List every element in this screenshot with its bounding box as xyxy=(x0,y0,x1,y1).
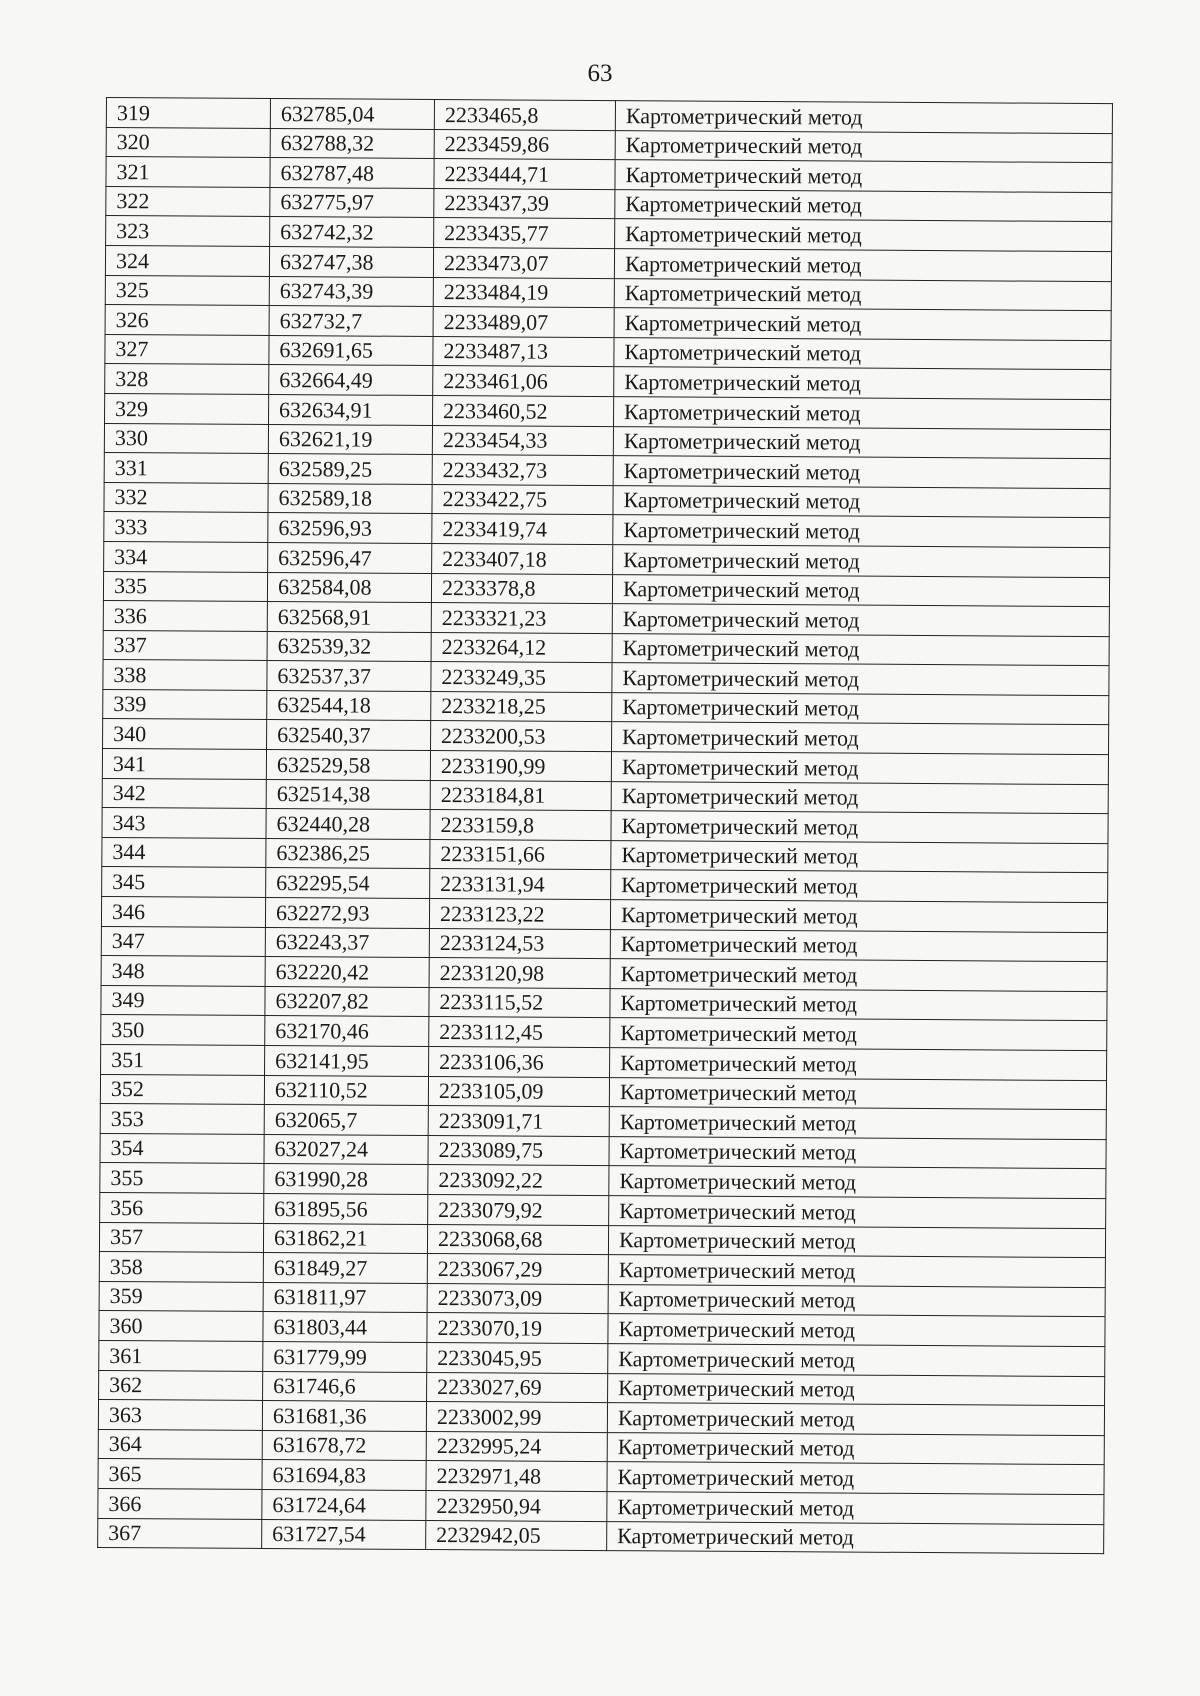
method-cell: Картометрический метод xyxy=(610,929,1107,962)
y-coordinate-cell: 2233027,69 xyxy=(427,1372,608,1403)
point-number-cell: 339 xyxy=(103,689,267,720)
y-coordinate-cell: 2233444,71 xyxy=(434,159,615,190)
x-coordinate-cell: 632220,42 xyxy=(265,957,429,988)
x-coordinate-cell: 632634,91 xyxy=(269,394,433,425)
y-coordinate-cell: 2233321,23 xyxy=(431,603,612,634)
x-coordinate-cell: 632514,38 xyxy=(266,779,430,810)
x-coordinate-cell: 632621,19 xyxy=(268,424,432,455)
point-number-cell: 332 xyxy=(104,482,268,513)
x-coordinate-cell: 632596,47 xyxy=(268,542,432,573)
method-cell: Картометрический метод xyxy=(608,1344,1105,1377)
x-coordinate-cell: 632584,08 xyxy=(267,572,431,603)
y-coordinate-cell: 2233124,53 xyxy=(429,928,610,959)
x-coordinate-cell: 632386,25 xyxy=(266,838,430,869)
y-coordinate-cell: 2233073,09 xyxy=(427,1283,608,1314)
method-cell: Картометрический метод xyxy=(613,397,1110,430)
x-coordinate-cell: 631746,6 xyxy=(263,1371,427,1402)
method-cell: Картометрический метод xyxy=(615,160,1112,193)
point-number-cell: 343 xyxy=(102,808,266,839)
method-cell: Картометрический метод xyxy=(612,692,1109,725)
x-coordinate-cell: 631779,99 xyxy=(263,1341,427,1372)
method-cell: Картометрический метод xyxy=(612,722,1109,755)
y-coordinate-cell: 2233459,86 xyxy=(434,129,615,160)
y-coordinate-cell: 2233435,77 xyxy=(434,218,615,249)
point-number-cell: 338 xyxy=(103,660,267,691)
point-number-cell: 335 xyxy=(103,571,267,602)
x-coordinate-cell: 632785,04 xyxy=(270,99,434,130)
y-coordinate-cell: 2233092,22 xyxy=(428,1165,609,1196)
x-coordinate-cell: 631727,54 xyxy=(262,1519,426,1550)
y-coordinate-cell: 2233070,19 xyxy=(427,1313,608,1344)
point-number-cell: 353 xyxy=(100,1104,264,1135)
coordinates-table xyxy=(97,97,1113,1554)
x-coordinate-cell: 632664,49 xyxy=(269,365,433,396)
x-coordinate-cell: 631849,27 xyxy=(263,1253,427,1284)
x-coordinate-cell: 631694,83 xyxy=(262,1460,426,1491)
y-coordinate-cell: 2233105,09 xyxy=(428,1076,609,1107)
y-coordinate-cell: 2233159,8 xyxy=(430,810,611,841)
y-coordinate-cell: 2233460,52 xyxy=(433,395,614,426)
y-coordinate-cell: 2233112,45 xyxy=(429,1017,610,1048)
method-cell: Картометрический метод xyxy=(611,870,1108,903)
table-row xyxy=(98,1518,1104,1554)
method-cell: Картометрический метод xyxy=(614,367,1111,400)
y-coordinate-cell: 2233249,35 xyxy=(431,662,612,693)
method-cell: Картометрический метод xyxy=(613,545,1110,578)
point-number-cell: 325 xyxy=(105,275,269,306)
point-number-cell: 342 xyxy=(102,778,266,809)
x-coordinate-cell: 632272,93 xyxy=(265,898,429,929)
point-number-cell: 333 xyxy=(104,512,268,543)
y-coordinate-cell: 2233218,25 xyxy=(431,691,612,722)
method-cell: Картометрический метод xyxy=(607,1403,1104,1436)
method-cell: Картометрический метод xyxy=(613,456,1110,489)
method-cell: Картометрический метод xyxy=(608,1373,1105,1406)
method-cell: Картометрический метод xyxy=(609,1196,1106,1229)
x-coordinate-cell: 632568,91 xyxy=(267,602,431,633)
x-coordinate-cell: 632207,82 xyxy=(265,986,429,1017)
x-coordinate-cell: 631681,36 xyxy=(262,1401,426,1432)
y-coordinate-cell: 2233437,39 xyxy=(434,188,615,219)
y-coordinate-cell: 2233264,12 xyxy=(431,632,612,663)
method-cell: Картометрический метод xyxy=(614,308,1111,341)
x-coordinate-cell: 631678,72 xyxy=(262,1430,426,1461)
point-number-cell: 350 xyxy=(101,1015,265,1046)
method-cell: Картометрический метод xyxy=(610,959,1107,992)
y-coordinate-cell: 2233465,8 xyxy=(434,100,615,131)
point-number-cell: 354 xyxy=(100,1133,264,1164)
x-coordinate-cell: 631724,64 xyxy=(262,1489,426,1520)
x-coordinate-cell: 632691,65 xyxy=(269,335,433,366)
x-coordinate-cell: 632742,32 xyxy=(270,217,434,248)
method-cell: Картометрический метод xyxy=(612,574,1109,607)
point-number-cell: 355 xyxy=(100,1163,264,1194)
x-coordinate-cell: 632537,37 xyxy=(267,661,431,692)
y-coordinate-cell: 2233091,71 xyxy=(428,1106,609,1137)
point-number-cell: 356 xyxy=(100,1192,264,1223)
method-cell: Картометрический метод xyxy=(607,1432,1104,1465)
method-cell: Картометрический метод xyxy=(613,485,1110,518)
y-coordinate-cell: 2233115,52 xyxy=(429,987,610,1018)
x-coordinate-cell: 631895,56 xyxy=(264,1193,428,1224)
page-number: 63 xyxy=(587,60,613,87)
y-coordinate-cell: 2233067,29 xyxy=(427,1254,608,1285)
x-coordinate-cell: 631990,28 xyxy=(264,1164,428,1195)
method-cell: Картометрический метод xyxy=(613,515,1110,548)
x-coordinate-cell: 632529,58 xyxy=(266,750,430,781)
point-number-cell: 364 xyxy=(98,1429,262,1460)
point-number-cell: 329 xyxy=(105,393,269,424)
point-number-cell: 347 xyxy=(101,926,265,957)
y-coordinate-cell: 2233454,33 xyxy=(432,425,613,456)
x-coordinate-cell: 631811,97 xyxy=(263,1282,427,1313)
x-coordinate-cell: 632732,7 xyxy=(269,306,433,337)
method-cell: Картометрический метод xyxy=(611,781,1108,814)
y-coordinate-cell: 2233419,74 xyxy=(432,514,613,545)
x-coordinate-cell: 632440,28 xyxy=(266,809,430,840)
method-cell: Картометрический метод xyxy=(608,1225,1105,1258)
point-number-cell: 336 xyxy=(103,601,267,632)
y-coordinate-cell: 2233120,98 xyxy=(429,958,610,989)
y-coordinate-cell: 2233131,94 xyxy=(430,869,611,900)
point-number-cell: 324 xyxy=(105,245,269,276)
point-number-cell: 344 xyxy=(102,837,266,868)
method-cell: Картометрический метод xyxy=(615,189,1112,222)
y-coordinate-cell: 2233487,13 xyxy=(433,336,614,367)
point-number-cell: 362 xyxy=(99,1370,263,1401)
y-coordinate-cell: 2232942,05 xyxy=(426,1520,607,1551)
y-coordinate-cell: 2233045,95 xyxy=(427,1342,608,1373)
x-coordinate-cell: 632589,18 xyxy=(268,483,432,514)
y-coordinate-cell: 2233473,07 xyxy=(433,247,614,278)
method-cell: Картометрический метод xyxy=(607,1462,1104,1495)
y-coordinate-cell: 2232950,94 xyxy=(426,1490,607,1521)
point-number-cell: 363 xyxy=(98,1400,262,1431)
point-number-cell: 320 xyxy=(106,127,270,158)
y-coordinate-cell: 2233079,92 xyxy=(428,1194,609,1225)
point-number-cell: 366 xyxy=(98,1488,262,1519)
point-number-cell: 361 xyxy=(99,1340,263,1371)
point-number-cell: 357 xyxy=(99,1222,263,1253)
x-coordinate-cell: 631862,21 xyxy=(263,1223,427,1254)
y-coordinate-cell: 2233461,06 xyxy=(433,366,614,397)
point-number-cell: 323 xyxy=(106,216,270,247)
method-cell: Картометрический метод xyxy=(610,900,1107,933)
method-cell: Картометрический метод xyxy=(615,101,1112,134)
point-number-cell: 359 xyxy=(99,1281,263,1312)
method-cell: Картометрический метод xyxy=(609,1136,1106,1169)
point-number-cell: 322 xyxy=(106,186,270,217)
method-cell: Картометрический метод xyxy=(614,337,1111,370)
point-number-cell: 358 xyxy=(99,1252,263,1283)
method-cell: Картометрический метод xyxy=(614,249,1111,282)
point-number-cell: 337 xyxy=(103,630,267,661)
method-cell: Картометрический метод xyxy=(611,811,1108,844)
point-number-cell: 346 xyxy=(101,897,265,928)
x-coordinate-cell: 632544,18 xyxy=(267,690,431,721)
y-coordinate-cell: 2233106,36 xyxy=(429,1046,610,1077)
method-cell: Картометрический метод xyxy=(607,1521,1104,1554)
x-coordinate-cell: 632295,54 xyxy=(266,868,430,899)
point-number-cell: 340 xyxy=(103,719,267,750)
y-coordinate-cell: 2233123,22 xyxy=(429,899,610,930)
point-number-cell: 352 xyxy=(100,1074,264,1105)
y-coordinate-cell: 2233089,75 xyxy=(428,1135,609,1166)
x-coordinate-cell: 631803,44 xyxy=(263,1312,427,1343)
method-cell: Картометрический метод xyxy=(613,426,1110,459)
method-cell: Картометрический метод xyxy=(615,219,1112,252)
x-coordinate-cell: 632775,97 xyxy=(270,187,434,218)
y-coordinate-cell: 2233068,68 xyxy=(427,1224,608,1255)
method-cell: Картометрический метод xyxy=(609,1166,1106,1199)
x-coordinate-cell: 632788,32 xyxy=(270,128,434,159)
y-coordinate-cell: 2233151,66 xyxy=(430,839,611,870)
method-cell: Картометрический метод xyxy=(608,1255,1105,1288)
point-number-cell: 331 xyxy=(104,453,268,484)
y-coordinate-cell: 2233190,99 xyxy=(430,751,611,782)
y-coordinate-cell: 2232971,48 xyxy=(426,1461,607,1492)
x-coordinate-cell: 632065,7 xyxy=(264,1105,428,1136)
y-coordinate-cell: 2233002,99 xyxy=(426,1402,607,1433)
point-number-cell: 351 xyxy=(101,1044,265,1075)
method-cell: Картометрический метод xyxy=(608,1314,1105,1347)
method-cell: Картометрический метод xyxy=(610,1018,1107,1051)
point-number-cell: 348 xyxy=(101,956,265,987)
point-number-cell: 349 xyxy=(101,985,265,1016)
method-cell: Картометрический метод xyxy=(608,1284,1105,1317)
point-number-cell: 328 xyxy=(105,364,269,395)
x-coordinate-cell: 632787,48 xyxy=(270,158,434,189)
point-number-cell: 334 xyxy=(104,541,268,572)
y-coordinate-cell: 2233489,07 xyxy=(433,307,614,338)
y-coordinate-cell: 2233200,53 xyxy=(431,721,612,752)
point-number-cell: 327 xyxy=(105,334,269,365)
x-coordinate-cell: 632027,24 xyxy=(264,1134,428,1165)
y-coordinate-cell: 2233432,73 xyxy=(432,455,613,486)
y-coordinate-cell: 2233422,75 xyxy=(432,484,613,515)
y-coordinate-cell: 2233184,81 xyxy=(430,780,611,811)
method-cell: Картометрический метод xyxy=(614,278,1111,311)
y-coordinate-cell: 2232995,24 xyxy=(426,1431,607,1462)
point-number-cell: 365 xyxy=(98,1459,262,1490)
method-cell: Картометрический метод xyxy=(612,633,1109,666)
x-coordinate-cell: 632170,46 xyxy=(265,1016,429,1047)
y-coordinate-cell: 2233484,19 xyxy=(433,277,614,308)
method-cell: Картометрический метод xyxy=(612,663,1109,696)
point-number-cell: 360 xyxy=(99,1311,263,1342)
point-number-cell: 319 xyxy=(106,98,270,129)
x-coordinate-cell: 632596,93 xyxy=(268,513,432,544)
point-number-cell: 341 xyxy=(102,749,266,780)
method-cell: Картометрический метод xyxy=(611,752,1108,785)
x-coordinate-cell: 632110,52 xyxy=(264,1075,428,1106)
point-number-cell: 345 xyxy=(102,867,266,898)
x-coordinate-cell: 632243,37 xyxy=(265,927,429,958)
y-coordinate-cell: 2233378,8 xyxy=(431,573,612,604)
point-number-cell: 326 xyxy=(105,305,269,336)
method-cell: Картометрический метод xyxy=(612,604,1109,637)
x-coordinate-cell: 632747,38 xyxy=(269,246,433,277)
y-coordinate-cell: 2233407,18 xyxy=(432,543,613,574)
method-cell: Картометрический метод xyxy=(610,1048,1107,1081)
method-cell: Картометрический метод xyxy=(607,1491,1104,1524)
x-coordinate-cell: 632540,37 xyxy=(267,720,431,751)
x-coordinate-cell: 632743,39 xyxy=(269,276,433,307)
method-cell: Картометрический метод xyxy=(609,1107,1106,1140)
method-cell: Картометрический метод xyxy=(611,840,1108,873)
x-coordinate-cell: 632589,25 xyxy=(268,454,432,485)
x-coordinate-cell: 632141,95 xyxy=(265,1045,429,1076)
method-cell: Картометрический метод xyxy=(610,988,1107,1021)
point-number-cell: 367 xyxy=(98,1518,262,1549)
point-number-cell: 330 xyxy=(104,423,268,454)
method-cell: Картометрический метод xyxy=(609,1077,1106,1110)
coordinates-table-body xyxy=(98,98,1113,1554)
method-cell: Картометрический метод xyxy=(615,130,1112,163)
x-coordinate-cell: 632539,32 xyxy=(267,631,431,662)
point-number-cell: 321 xyxy=(106,157,270,188)
